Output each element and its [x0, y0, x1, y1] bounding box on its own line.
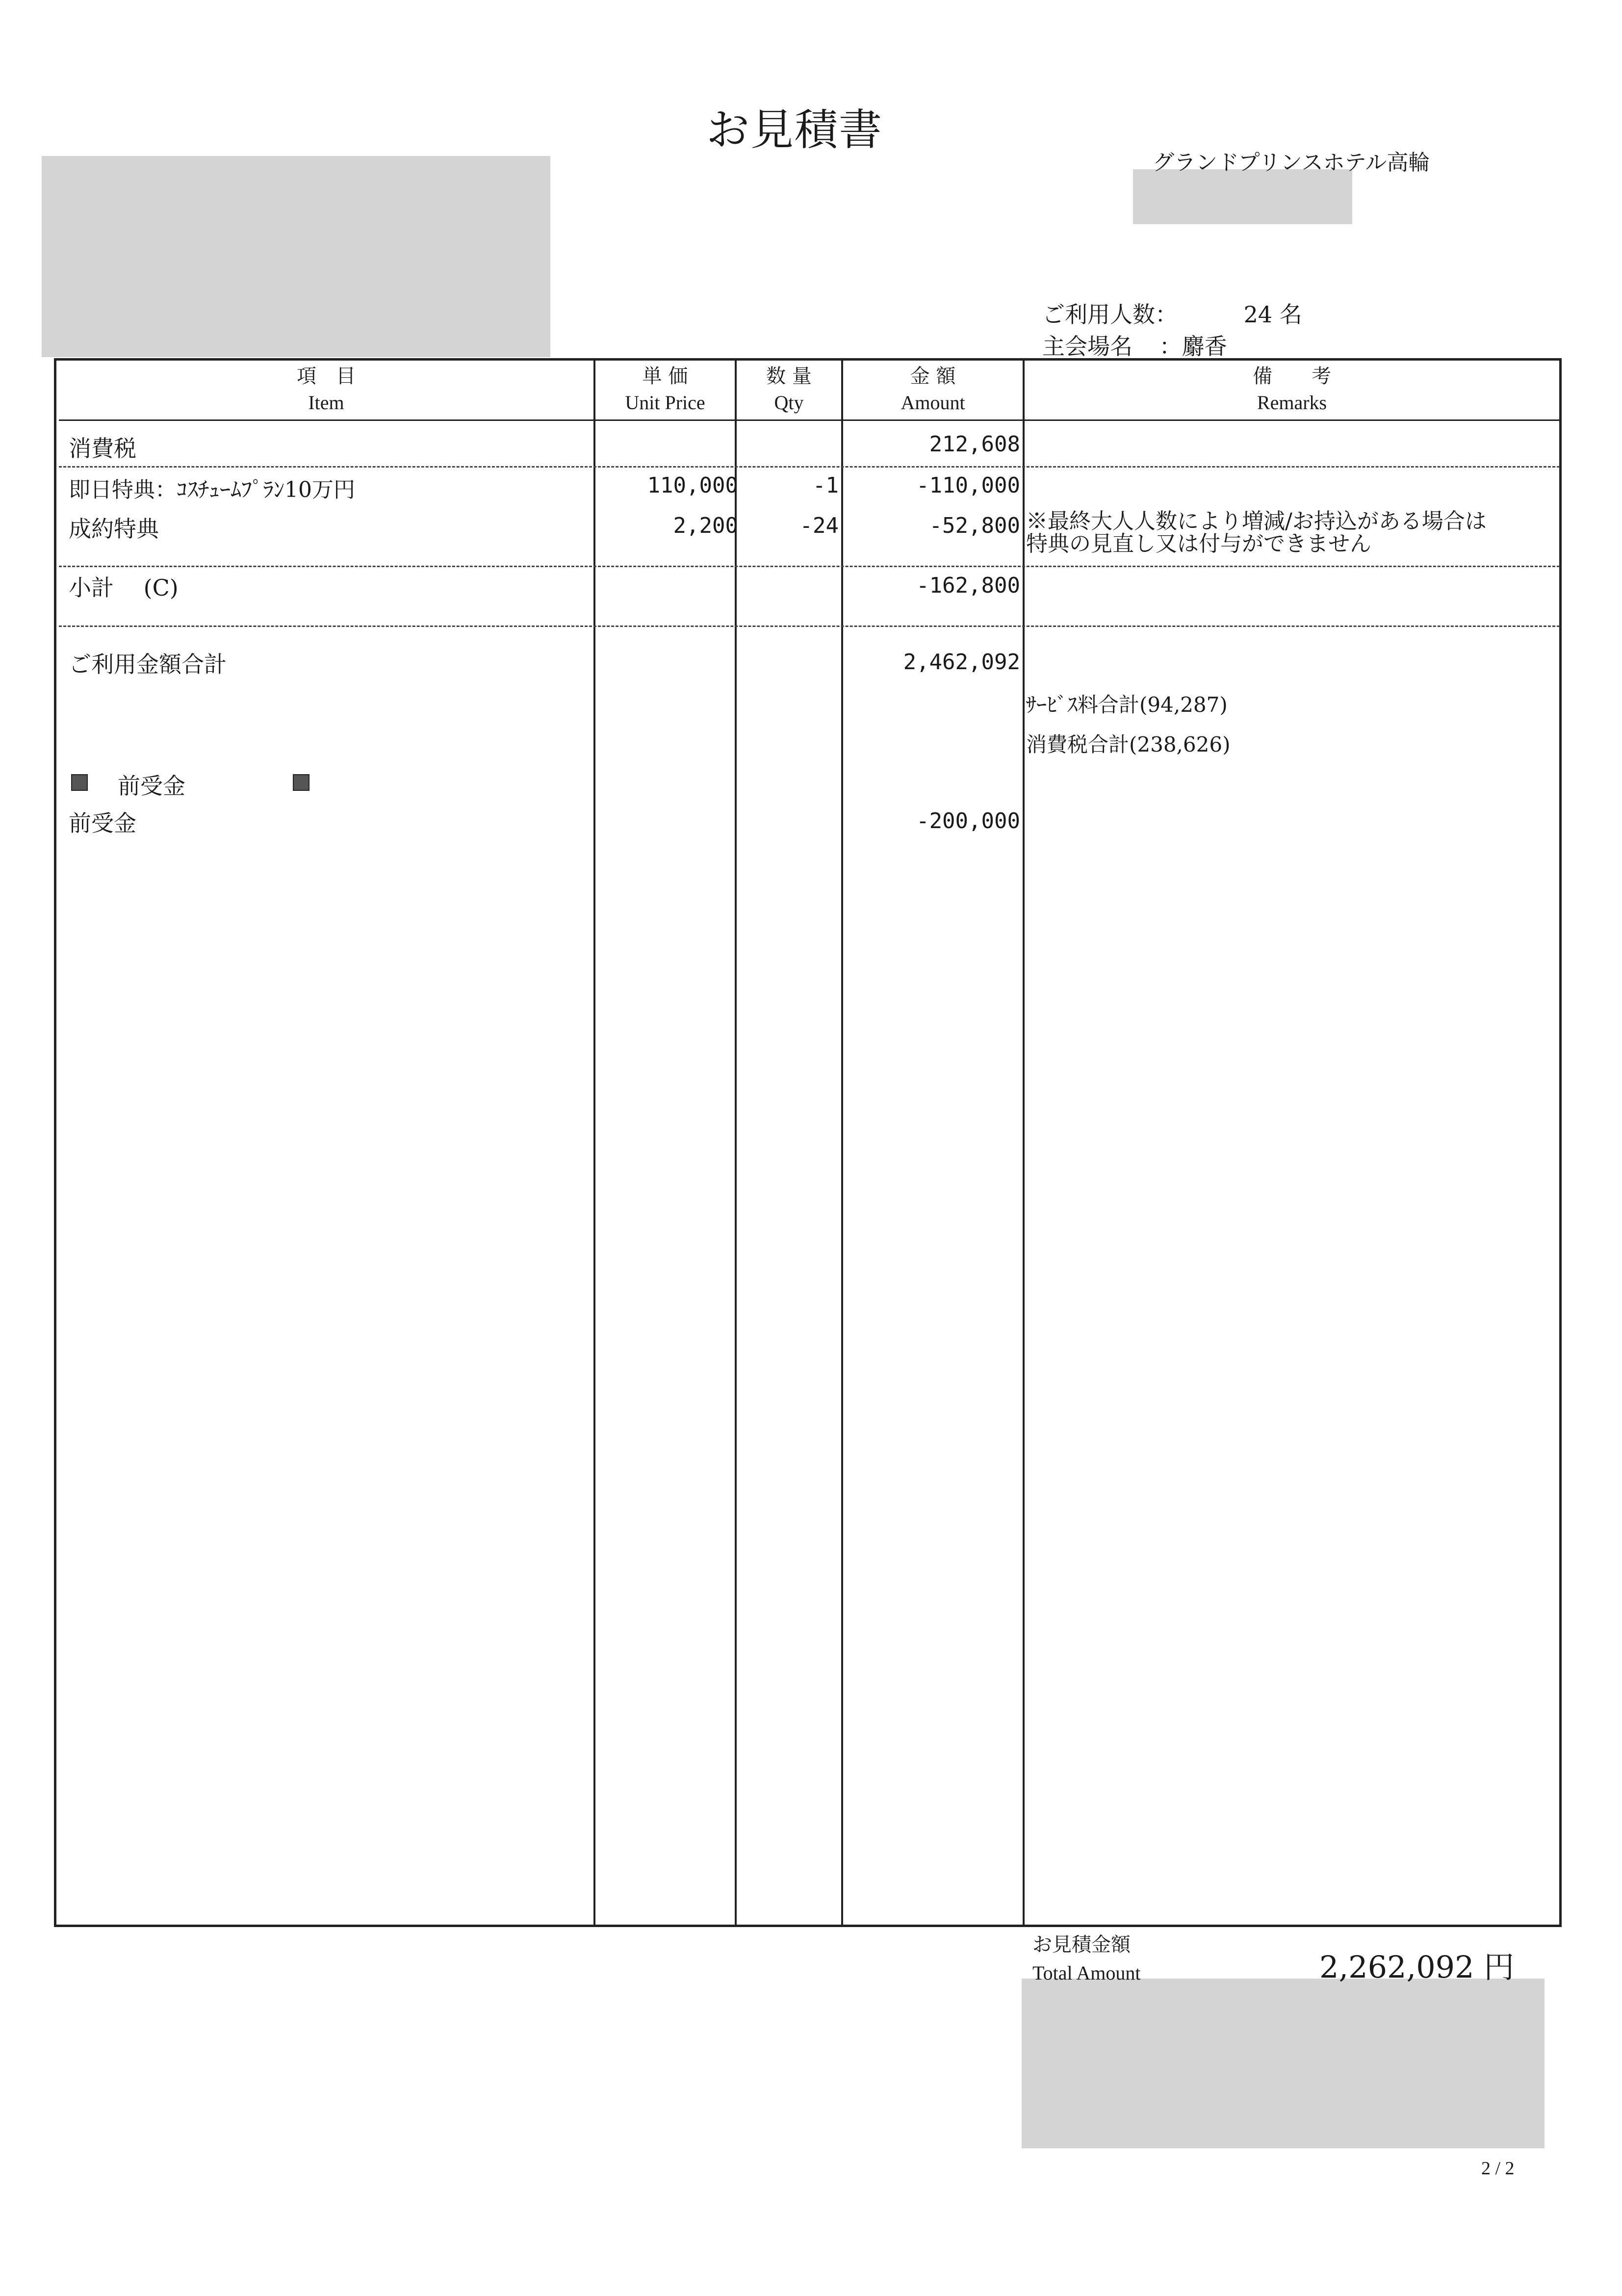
subtotal-item: 小計 (C) [69, 574, 179, 601]
tax-total-note: 消費税合計(238,626) [1026, 732, 1231, 757]
contract-item: 成約特典 [69, 516, 159, 542]
redacted-recipient [42, 156, 550, 357]
section-marker-icon [293, 774, 309, 791]
grand-item: ご利用金額合計 [69, 651, 227, 678]
col-header-qty-en: Qty [774, 391, 804, 414]
col-header-amount-en: Amount [901, 391, 965, 414]
service-charge-note: ｻｰﾋﾞｽ料合計(94,287) [1026, 693, 1228, 717]
contract-unit-price: 2,200 [673, 513, 738, 538]
col-header-unit-price-jp: 単 価 [642, 365, 688, 388]
redacted-staff-name [1133, 169, 1352, 224]
deposit-item: 前受金 [69, 810, 136, 836]
col-header-item-en: Item [308, 391, 344, 414]
guest-count-label: ご利用人数： [1042, 301, 1178, 328]
col-header-qty [737, 363, 841, 416]
deposit-amount: -200,000 [916, 809, 1020, 834]
col-header-remarks-jp: 備 考 [1253, 365, 1331, 388]
col-divider [593, 358, 595, 1927]
col-header-amount [843, 363, 1023, 416]
estimate-table [54, 358, 1562, 1927]
col-divider [735, 358, 737, 1927]
venue-value: ：麝香 [1159, 333, 1227, 360]
section-marker-icon [71, 774, 88, 791]
total-amount-label-jp: お見積金額 [1032, 1933, 1131, 1956]
subtotal-amount: -162,800 [916, 573, 1020, 598]
col-header-qty-jp: 数 量 [766, 365, 812, 388]
total-amount-label [1032, 1931, 1141, 1987]
col-header-remarks-en: Remarks [1257, 391, 1327, 414]
col-header-unit-price [595, 363, 735, 416]
contract-qty: -24 [799, 513, 839, 538]
guest-count [1042, 297, 1302, 329]
grand-amount: 2,462,092 [903, 650, 1020, 675]
venue [1042, 329, 1227, 361]
col-header-remarks [1025, 363, 1559, 416]
page-number: 2 / 2 [1481, 2158, 1515, 2179]
col-divider [1023, 358, 1025, 1927]
total-amount-value: 2,262,092 円 [1319, 1949, 1515, 1985]
contract-amount: -52,800 [929, 513, 1020, 538]
venue-label: 主会場名 [1042, 333, 1133, 360]
col-header-item [59, 363, 593, 416]
col-header-amount-jp: 金 額 [910, 365, 956, 388]
col-header-unit-price-en: Unit Price [625, 391, 705, 414]
row-rule [59, 626, 1560, 627]
guest-count-value: 24 名 [1243, 301, 1302, 328]
header-rule [59, 419, 1560, 421]
campaign-amount: -110,000 [916, 473, 1020, 498]
tax-item: 消費税 [69, 435, 136, 462]
contract-remarks-line2: 特典の見直し又は付与ができません [1026, 531, 1371, 557]
tax-amount: 212,608 [929, 432, 1020, 457]
hotel-name: グランドプリンスホテル高輪 [1153, 150, 1430, 175]
redacted-company-stamp [1022, 1979, 1545, 2148]
col-header-item-jp: 項 目 [297, 365, 356, 388]
campaign-item: 即日特典：ｺｽﾁｭｰﾑﾌﾟﾗﾝ10万円 [69, 477, 355, 502]
deposit-section-label: 前受金 [118, 773, 185, 799]
contract-remarks-line1: ※最終大人人数により増減/お持込がある場合は [1026, 509, 1487, 534]
col-divider [841, 358, 843, 1927]
total-amount-label-en: Total Amount [1032, 1962, 1141, 1984]
contract-remarks [1026, 510, 1487, 555]
row-rule [59, 466, 1560, 468]
row-rule [59, 566, 1560, 567]
campaign-qty: -1 [813, 473, 839, 498]
document-title: お見積書 [706, 104, 883, 155]
campaign-unit-price: 110,000 [647, 473, 738, 498]
